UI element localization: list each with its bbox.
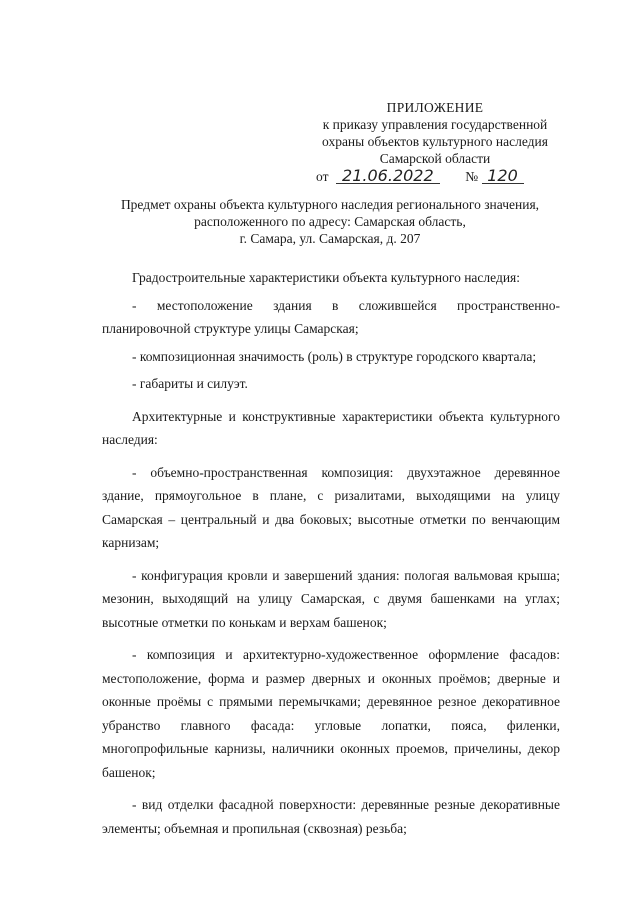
paragraph-volumetric-composition: - объемно-пространственная композиция: двухэтажное деревянное здание, прямоугольное в плане, с ризалитами, выходящими на улицу Самарская – центральный и два боковых; высотные отметки по венчающим карнизам; (102, 464, 560, 550)
appendix-block (300, 99, 570, 185)
date-prefix: от (316, 169, 329, 184)
handwritten-number: 120 (482, 168, 524, 184)
subject-line-2: расположенного по адресу: Самарская область, (194, 214, 466, 229)
paragraph-facade-finish: - вид отделки фасадной поверхности: деревянные резные декоративные элементы; объемная и пропильная (сквозная) резьба; (102, 797, 560, 836)
appendix-line-1: к приказу управления государственной (322, 117, 548, 132)
subject-line-1: Предмет охраны объекта культурного наследия регионального значения, (120, 197, 540, 212)
paragraph-architectural-heading: Архитектурные и конструктивные характеристики объекта культурного наследия: (102, 408, 560, 447)
paragraph-dimensions: - габариты и силуэт. (132, 376, 248, 391)
paragraph-roof-configuration: - конфигурация кровли и завершений здания: пологая вальмовая крыша; мезонин, выходящий на улицу Самарская, с двумя башенками на углах; высотные отметки по конькам и верхам башенок; (102, 567, 560, 630)
paragraph-compositional-role: - композиционная значимость (роль) в структуре городского квартала; (132, 348, 537, 364)
appendix-title: ПРИЛОЖЕНИЕ (386, 100, 484, 115)
handwritten-date: 21.06.2022 (336, 168, 440, 184)
subject-line-3: г. Самара, ул. Самарская, д. 207 (239, 231, 421, 246)
paragraph-location: - местоположение здания в сложившейся пространственно-планировочной структуре улицы Самарская; (102, 297, 560, 336)
order-date-number-line (300, 168, 570, 185)
paragraph-urban-characteristics-heading: Градостроительные характеристики объекта культурного наследия: (132, 270, 521, 285)
document-body (102, 266, 560, 840)
paragraph-facade-composition: - композиция и архитектурно-художественное оформление фасадов: местоположение, форма и размер дверных и оконных проёмов; дверные и оконные проёмы с прямыми перемычками; деревянное резное декоративное убранство главного фасада: угловые лопатки, пояса, филенки, многопрофильные карнизы, наличники оконных проемов, причелины, декор башенок; (102, 647, 560, 780)
appendix-line-2: охраны объектов культурного наследия (322, 134, 548, 149)
appendix-line-3: Самарской области (379, 151, 491, 166)
document-subject (60, 196, 600, 247)
number-label: № (465, 169, 479, 184)
